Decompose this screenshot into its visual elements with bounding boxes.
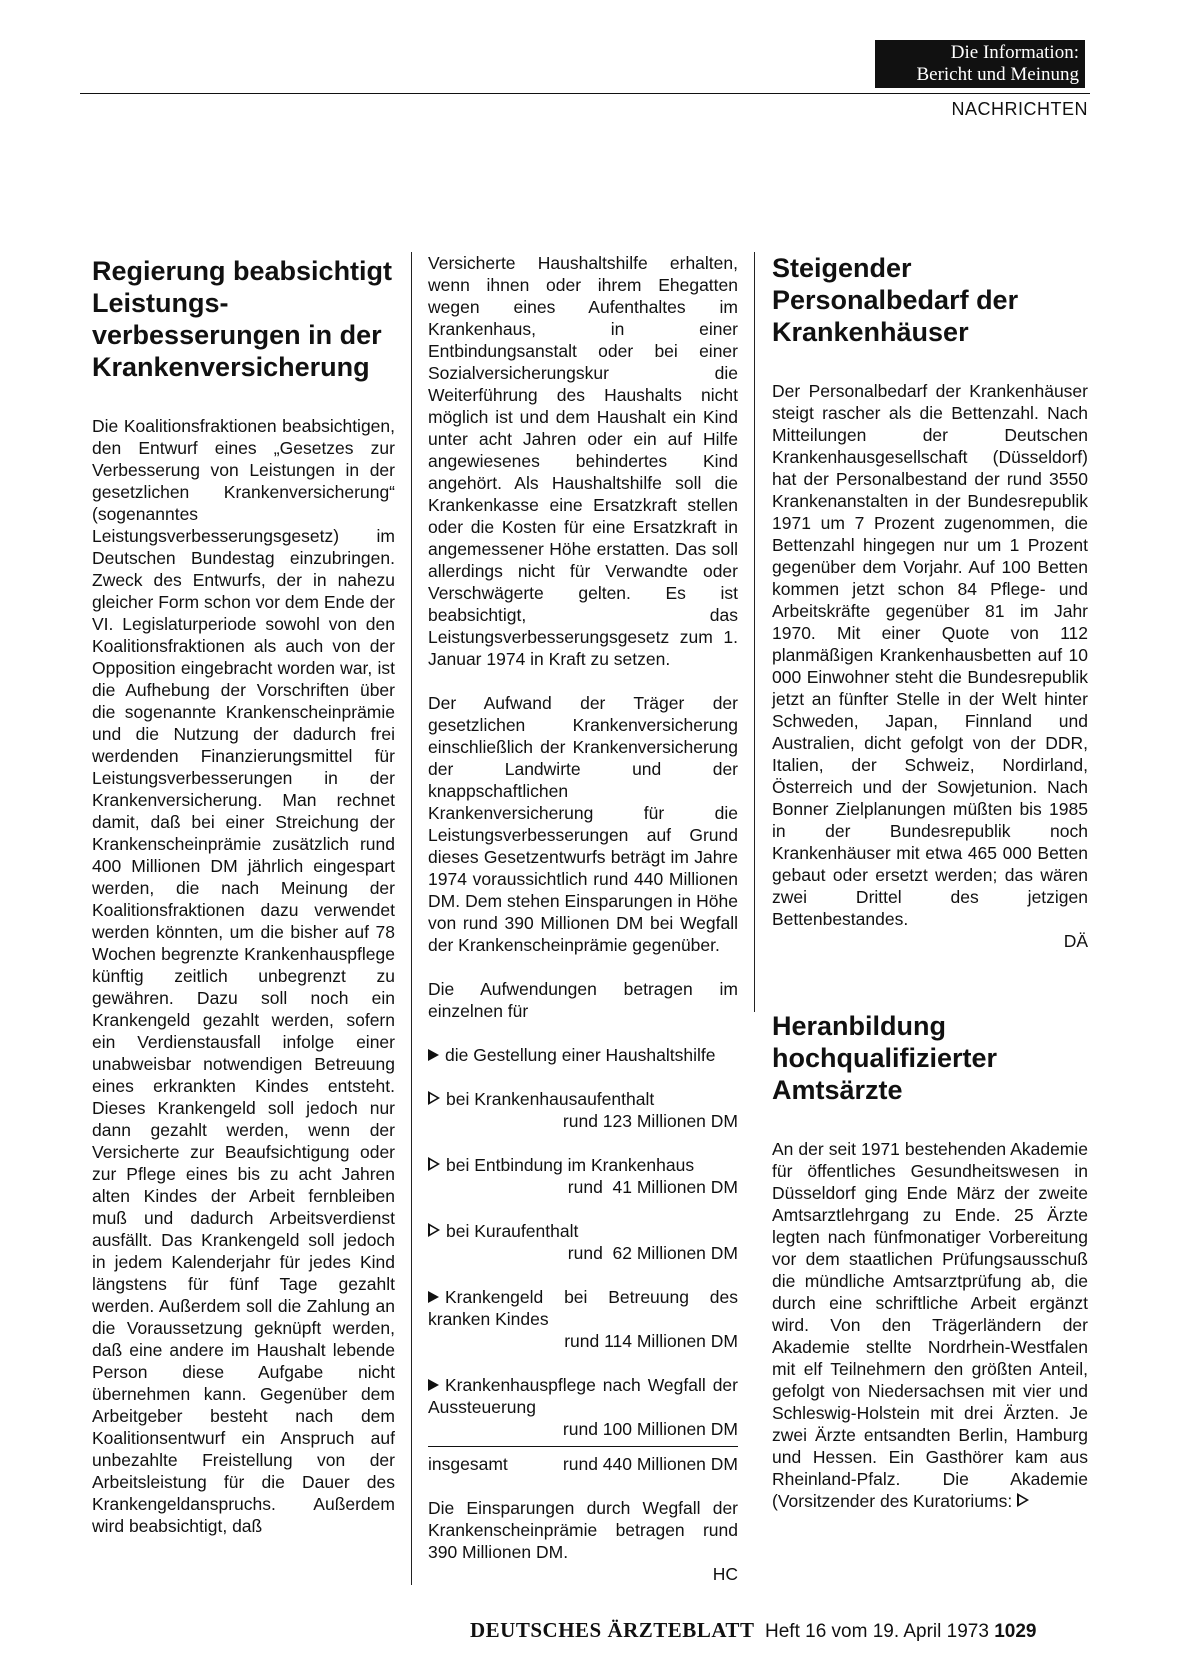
cost-item-label xyxy=(428,1154,738,1176)
cost-item-text: bei Krankenhausaufenthalt xyxy=(446,1089,655,1109)
cost-item xyxy=(428,1374,738,1440)
article-2-signature: DÄ xyxy=(1063,931,1088,951)
cost-item-label xyxy=(428,1088,738,1110)
cost-item-text: die Gestellung einer Haushaltshilfe xyxy=(445,1045,716,1065)
outline-triangle-icon xyxy=(428,1091,440,1105)
cost-item-text: Krankenhauspflege nach Wegfall der Aussteuerung xyxy=(428,1375,738,1417)
column-divider-1 xyxy=(411,252,412,1585)
cost-item xyxy=(428,1088,738,1132)
article-3-text: An der seit 1971 bestehenden Akademie für öffentliches Gesundheitswesen in Düsseldorf ging Ende März der zweite Amtsarztlehrgang zu Ende. 25 Ärzte legten nach fünfmonatiger Vorbereitung vor dem staatlichen Prüfungsausschuß die mündliche Amtsarztprüfung ab, die durch eine schriftliche Arbeit ergänzt wird. Von den Trägerländern der Akademie stellte Nordrhein-Westfalen mit elf Teilnehmern den größten Anteil, gefolgt von Niedersachsen mit vier und Schleswig-Holstein mit drei Ärzten. Je zwei Ärzte entsandten Berlin, Hamburg und Hessen. Ein Gasthörer kam aus Rheinland-Pfalz. Die Akademie (Vorsitzender des Kuratoriums: xyxy=(772,1139,1088,1511)
total-amount: rund 440 Millionen DM xyxy=(562,1454,738,1474)
article-1-paragraph-4: Die Aufwendungen betragen im einzelnen für xyxy=(428,979,738,1021)
article-1-paragraph-1: Die Koalitionsfraktionen beabsichtigen, den Entwurf eines „Gesetzes zur Verbesserung von Leistungen in der gesetzlichen Krankenversicherung“ (sogenanntes Leistungsverbesserungsgesetz) im Deutschen Bundestag einzubringen. Zweck des Entwurfs, der in nahezu gleicher Form schon vor dem Ende der VI. Legislaturperiode sowohl von den Koalitionsfraktionen als auch von der Opposition eingebracht worden war, ist die Aufhebung der Vorschriften über die sogenannte Krankenscheinprämie und die Nutzung der dadurch frei werdenden Finanzierungsmittel für Leistungsverbesserungen in der Krankenversicherung. Man rechnet damit, daß bei einer Streichung der Krankenscheinprämie zusätzlich rund 400 Millionen DM jährlich eingespart werden, die nach Meinung der Koalitionsfraktionen dazu verwendet werden könnten, um die bisher auf 78 Wochen begrenzte Krankenhauspflege künftig zeitlich unbegrenzt zu gewähren. Dazu soll noch ein Krankengeld gezahlt werden, sofern ein Verdienstausfall infolge einer unabweisbar notwendigen Betreuung eines erkrankten Kindes entsteht. Dieses Krankengeld soll jedoch nur dann gezahlt werden, wenn der Versicherte zur Beaufsichtigung oder zur Pflege eines bis zu acht Jahren alten Kindes der Arbeit fernbleiben muß und dadurch Arbeitsverdienst ausfällt. Das Krankengeld soll jedoch in jedem Kalenderjahr für jedes Kind längstens für fünf Tage gezahlt werden. Außerdem soll die Zahlung an die Voraussetzung geknüpft werden, daß eine andere im Haushalt lebende Person diese Aufgabe nicht übernehmen kann. Gegenüber dem Arbeitgeber besteht nach dem Koalitionsentwurf ein Anspruch auf unbezahlte Freistellung von der Arbeitsleistung für die Dauer des Krankengeldanspruchs. Außerdem wird beabsichtigt, daß xyxy=(92,416,395,1536)
total-label: insgesamt xyxy=(428,1454,508,1474)
cost-item-amount: rund 123 Millionen DM xyxy=(562,1111,738,1131)
cost-item-amount: rund 41 Millionen DM xyxy=(567,1177,738,1197)
article-1-column-1 xyxy=(92,255,395,1537)
header-rule xyxy=(80,93,1090,94)
column-3 xyxy=(772,252,1088,1512)
outline-triangle-icon xyxy=(428,1157,440,1171)
section-label: NACHRICHTEN xyxy=(951,99,1088,119)
page-number: 1029 xyxy=(994,1621,1037,1642)
cost-item-label xyxy=(428,1220,738,1242)
cost-item xyxy=(428,1044,738,1066)
cost-item-amount: rund 62 Millionen DM xyxy=(567,1243,738,1263)
outline-triangle-icon xyxy=(428,1223,440,1237)
article-3-title: Heranbildung hochqualifizierter Amtsärzte xyxy=(772,1011,998,1105)
cost-item-label xyxy=(428,1286,738,1330)
issue-info: Heft 16 vom 19. April 1973 xyxy=(765,1621,989,1642)
article-2-body: Der Personalbedarf der Krankenhäuser steigt rascher als die Bettenzahl. Nach Mitteilungen der Deutschen Krankenhausgesellschaft (Düsseldorf) hat der Personalbestand der rund 3550 Krankenanstalten in der Bundesrepublik 1971 um 7 Prozent zugenommen, die Bettenzahl hingegen nur um 1 Prozent gegenüber dem Vorjahr. Auf 100 Betten kommen jetzt schon 84 Pflege- und Arbeitskräfte gegenüber 81 im Jahr 1970. Mit einer Quote von 112 planmäßigen Krankenhausbetten auf 10 000 Einwohner steht die Bundesrepublik jetzt an fünfter Stelle in der Welt hinter Schweden, Japan, Finnland und Australien, dicht gefolgt von der DDR, Italien, der Schweiz, Nordirland, Österreich und der Sowjetunion. Nach Bonner Zielplanungen müßten bis 1985 in der Bundesrepublik noch Krankenhäuser mit etwa 465 000 Betten gebaut oder ersetzt werden; das wären zwei Drittel des jetzigen Bettenbestandes. xyxy=(772,381,1088,929)
magazine-name: DEUTSCHES ÄRZTEBLATT xyxy=(470,1618,755,1642)
cost-item-text: bei Entbindung im Krankenhaus xyxy=(446,1155,695,1175)
cost-item-amount: rund 100 Millionen DM xyxy=(562,1419,738,1439)
filled-triangle-icon xyxy=(428,1379,439,1391)
cost-item-text: Krankengeld bei Betreuung des kranken Kindes xyxy=(428,1287,738,1329)
cost-item-text: bei Kuraufenthalt xyxy=(446,1221,579,1241)
cost-item-amount: rund 114 Millionen DM xyxy=(564,1331,738,1351)
cost-total-row xyxy=(428,1446,738,1475)
page-footer xyxy=(470,1618,1037,1643)
article-1-paragraph-5: Die Einsparungen durch Wegfall der Krankenscheinprämie betragen rund 390 Millionen DM. xyxy=(428,1498,738,1562)
article-3-body xyxy=(772,1138,1088,1512)
filled-triangle-icon xyxy=(428,1291,439,1303)
continuation-arrow-icon xyxy=(1017,1493,1029,1507)
rubric-badge xyxy=(875,40,1085,88)
column-divider-2 xyxy=(754,252,755,1012)
article-1-column-2 xyxy=(428,252,738,1585)
article-1-paragraph-3: Der Aufwand der Träger der gesetzlichen Krankenversicherung einschließlich der Krankenversicherung der Landwirte und der knappschaftlichen Krankenversicherung für die Leistungsverbesserungen auf Grund dieses Gesetzentwurfs beträgt im Jahre 1974 voraussichtlich rund 440 Millionen DM. Dem stehen Einsparungen in Höhe von rund 390 Millionen DM bei Wegfall der Krankenscheinprämie gegenüber. xyxy=(428,693,738,955)
article-1-paragraph-2: Versicherte Haushaltshilfe erhalten, wenn ihnen oder ihrem Ehegatten wegen eines Aufenthaltes im Krankenhaus, in einer Entbindungsanstalt oder bei einer Sozialversicherungskur die Weiterführung des Haushalts nicht möglich ist und dem Haushalt ein Kind unter acht Jahren oder ein auf Hilfe angewiesenes behindertes Kind angehört. Als Haushaltshilfe soll die Krankenkasse eine Ersatzkraft stellen oder die Kosten für eine Ersatzkraft in angemessener Höhe erstatten. Das soll allerdings nicht für Verwandte oder Verschwägerte gelten. Es ist beabsichtigt, das Leistungsverbesserungsgesetz zum 1. Januar 1974 in Kraft zu setzen. xyxy=(428,253,738,669)
cost-item-label xyxy=(428,1374,738,1418)
cost-item xyxy=(428,1154,738,1198)
article-1-signature: HC xyxy=(712,1564,738,1584)
cost-item xyxy=(428,1286,738,1352)
filled-triangle-icon xyxy=(428,1049,439,1061)
rubric-line-2: Bericht und Meinung xyxy=(916,64,1079,85)
rubric-line-1: Die Information: xyxy=(950,42,1079,63)
article-2-title: Steigender Personalbedarf der Krankenhäuser xyxy=(772,253,1019,347)
article-1-title: Regierung beabsichtigt Leistungsverbesserungen in der Krankenversicherung xyxy=(92,256,393,382)
cost-item-label xyxy=(428,1044,738,1066)
cost-item xyxy=(428,1220,738,1264)
cost-list xyxy=(428,1044,738,1440)
